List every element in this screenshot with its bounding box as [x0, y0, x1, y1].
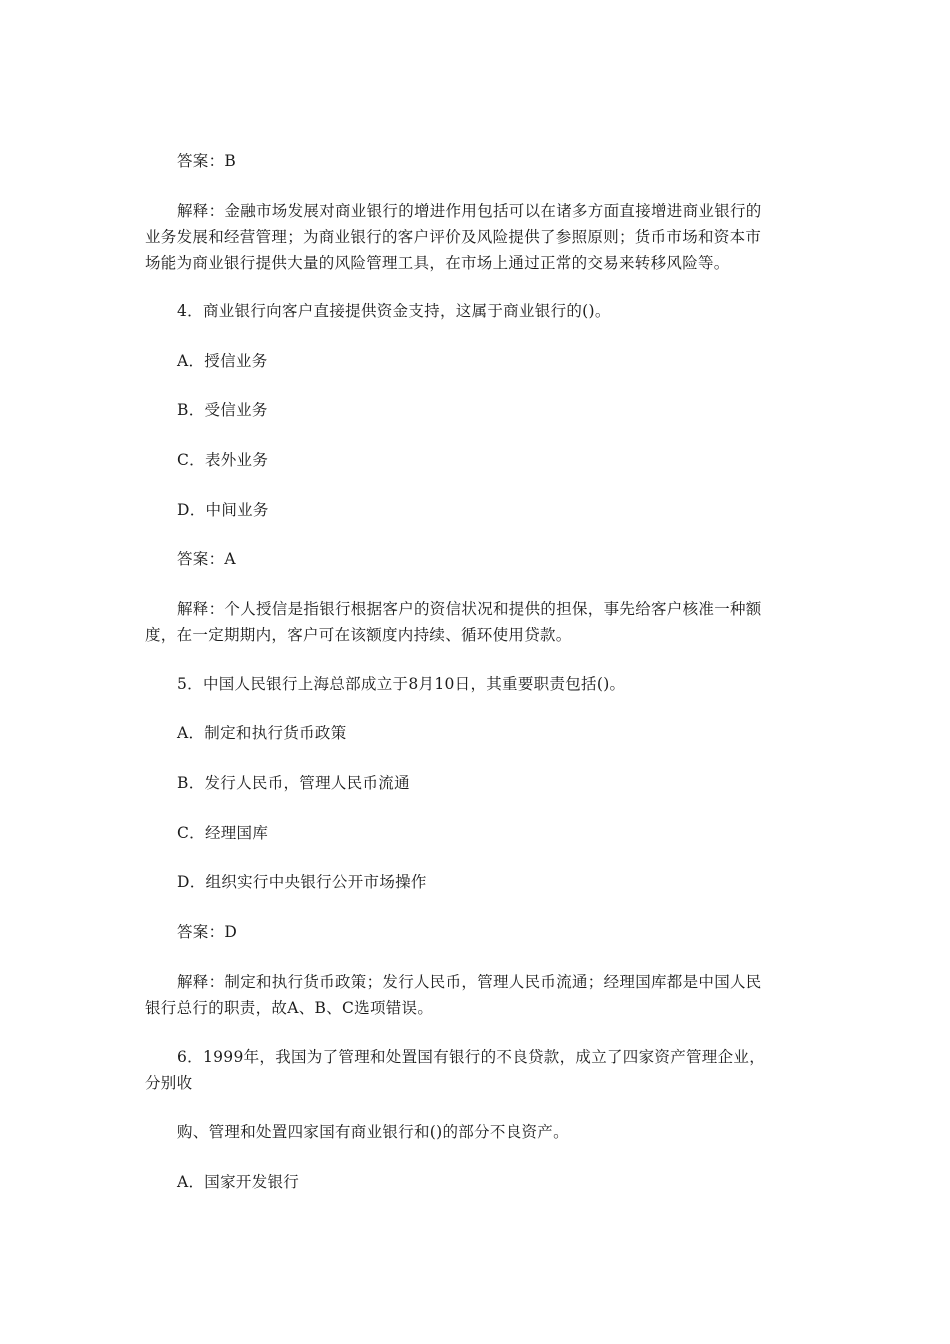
answer-q3: 答案：B — [177, 152, 237, 170]
question-4: 4．商业银行向客户直接提供资金支持，这属于商业银行的()。 — [177, 302, 611, 320]
q4-option-c: C．表外业务 — [177, 451, 269, 469]
explanation-q5-line2: 银行总行的职责，故A、B、C选项错误。 — [145, 999, 434, 1017]
q4-option-b: B．受信业务 — [177, 401, 268, 419]
q6-option-a: A．国家开发银行 — [177, 1173, 300, 1191]
question-6-line3: 购、管理和处置四家国有商业银行和()的部分不良资产。 — [177, 1123, 569, 1141]
explanation-q3-line3: 场能为商业银行提供大量的风险管理工具，在市场上通过正常的交易来转移风险等。 — [145, 254, 730, 272]
question-6-line1: 6．1999年，我国为了管理和处置国有银行的不良贷款，成立了四家资产管理企业， — [177, 1048, 766, 1066]
explanation-q4-line2: 度，在一定期期内，客户可在该额度内持续、循环使用贷款。 — [145, 626, 572, 644]
question-6-line2: 分别收 — [145, 1074, 193, 1092]
explanation-q5-line1: 解释：制定和执行货币政策；发行人民币，管理人民币流通；经理国库都是中国人民 — [177, 973, 762, 991]
answer-q5: 答案：D — [177, 923, 238, 941]
explanation-q3-line1: 解释：金融市场发展对商业银行的增进作用包括可以在诸多方面直接增进商业银行的 — [177, 202, 762, 220]
q5-option-a: A．制定和执行货币政策 — [177, 724, 347, 742]
answer-q4: 答案：A — [177, 550, 236, 568]
q5-option-d: D．组织实行中央银行公开市场操作 — [177, 873, 427, 891]
q4-option-a: A．授信业务 — [177, 352, 268, 370]
q5-option-b: B．发行人民币，管理人民币流通 — [177, 774, 410, 792]
question-5: 5．中国人民银行上海总部成立于8月10日，其重要职责包括()。 — [177, 675, 626, 693]
q4-option-d: D．中间业务 — [177, 501, 269, 519]
explanation-q4-line1: 解释：个人授信是指银行根据客户的资信状况和提供的担保，事先给客户核准一种额 — [177, 600, 762, 618]
explanation-q3-line2: 业务发展和经营管理；为商业银行的客户评价及风险提供了参照原则；货币市场和资本市 — [145, 228, 762, 246]
q5-option-c: C．经理国库 — [177, 824, 269, 842]
